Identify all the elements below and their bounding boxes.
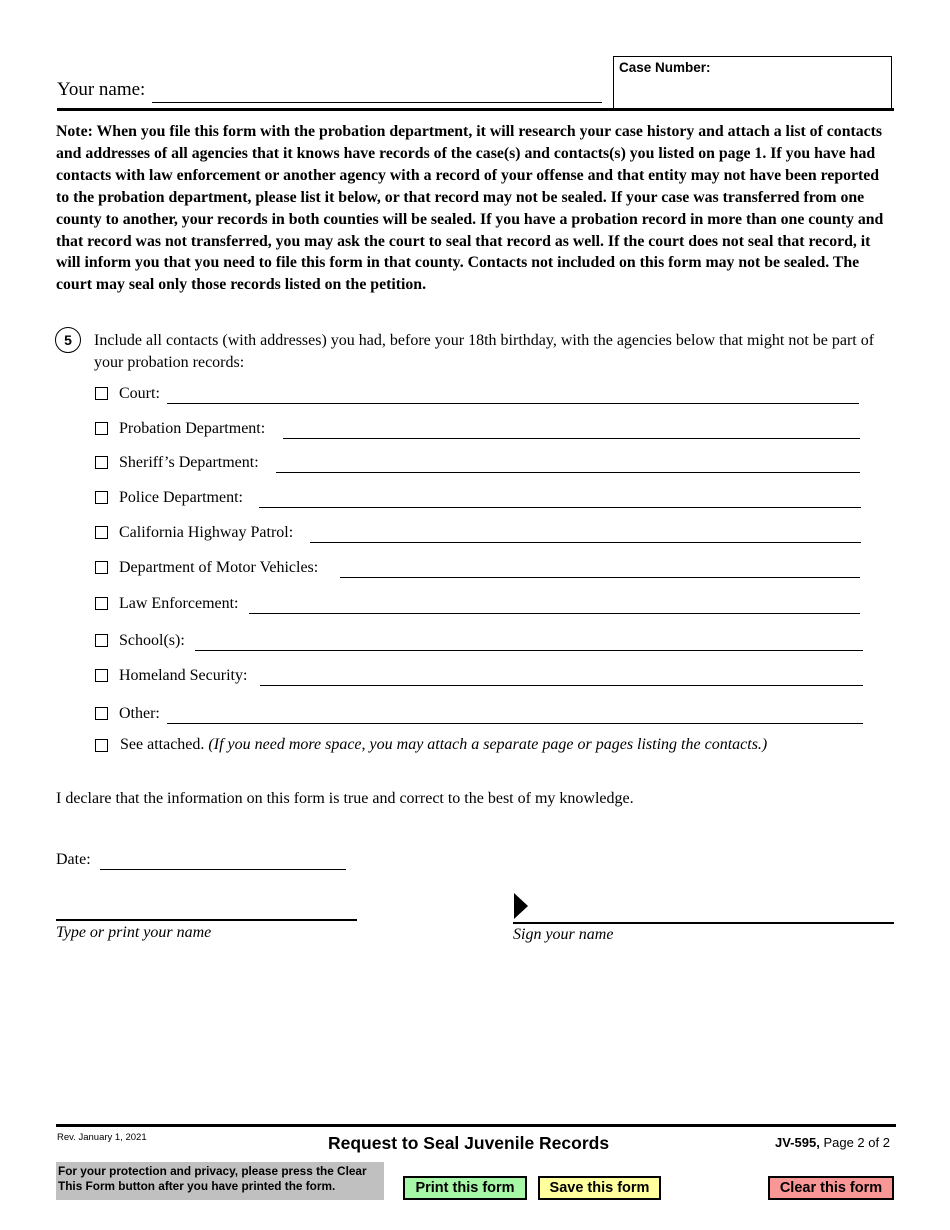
law-enforcement-field[interactable]: [249, 613, 860, 614]
signature-label: Sign your name: [513, 926, 614, 943]
police-department-field[interactable]: [259, 507, 861, 508]
see-attached-checkbox[interactable]: [95, 739, 108, 752]
dmv-field[interactable]: [340, 577, 860, 578]
footer-divider: [56, 1124, 896, 1127]
agency-label: Police Department:: [119, 489, 243, 506]
sheriffs-department-checkbox[interactable]: [95, 456, 108, 469]
agency-label: Probation Department:: [119, 420, 266, 437]
privacy-note: For your protection and privacy, please press the Clear This Form button after you have printed the form.: [56, 1162, 384, 1200]
print-form-button[interactable]: Print this form: [403, 1176, 527, 1200]
agency-label: Homeland Security:: [119, 667, 248, 684]
other-checkbox[interactable]: [95, 707, 108, 720]
schools-checkbox[interactable]: [95, 634, 108, 647]
form-code: JV-595,: [775, 1135, 820, 1150]
header-divider: [57, 108, 894, 111]
clear-form-button[interactable]: Clear this form: [768, 1176, 894, 1200]
agency-label: Department of Motor Vehicles:: [119, 559, 319, 576]
homeland-security-checkbox[interactable]: [95, 669, 108, 682]
item5-instructions: Include all contacts (with addresses) you had, before your 18th birthday, with the agencies below that might not be part of your probation records:: [94, 332, 875, 371]
agency-label: Court:: [119, 385, 160, 402]
california-highway-patrol-checkbox[interactable]: [95, 526, 108, 539]
homeland-security-field[interactable]: [260, 685, 863, 686]
case-number-field[interactable]: [613, 56, 892, 110]
save-form-button[interactable]: Save this form: [538, 1176, 661, 1200]
see-attached-note: (If you need more space, you may attach a separate page or pages listing the contacts.): [208, 736, 768, 753]
declaration-text: I declare that the information on this form is true and correct to the best of my knowledge.: [56, 790, 634, 807]
your-name-label: Your name:: [57, 79, 146, 100]
page-number: Page 2 of 2: [823, 1135, 890, 1150]
dmv-checkbox[interactable]: [95, 561, 108, 574]
date-field[interactable]: [100, 869, 346, 870]
signature-arrow-icon: [514, 893, 528, 919]
your-name-field[interactable]: [152, 102, 602, 103]
item-number-badge: 5: [55, 327, 81, 353]
court-field[interactable]: [167, 403, 859, 404]
court-checkbox[interactable]: [95, 387, 108, 400]
printed-name-label: Type or print your name: [56, 924, 212, 941]
agency-label: California Highway Patrol:: [119, 524, 294, 541]
probation-department-checkbox[interactable]: [95, 422, 108, 435]
revision-date: Rev. January 1, 2021: [57, 1132, 147, 1143]
police-department-checkbox[interactable]: [95, 491, 108, 504]
california-highway-patrol-field[interactable]: [310, 542, 861, 543]
agency-label: Law Enforcement:: [119, 595, 239, 612]
probation-department-field[interactable]: [283, 438, 860, 439]
see-attached-label: See attached.: [120, 736, 205, 753]
note-paragraph: Note: When you file this form with the probation department, it will research your case history and attach a list of contacts and addresses of all agencies that it knows have records of the case(s) and contacts(s) you listed on page 1. If you have had contacts with law enforcement or another agency with a record of your offense and that entity may not have been reported to the probation department, please list it below, or that record may not be sealed. If your case was transferred from one county to another, your records in both counties will be sealed. If you have a probation record in more than one county and that record was not transferred, you may ask the court to seal that record as well. If the court does not seal that record, it will inform you that you need to file this form in that county. Contacts not included on this form may not be sealed. The court may seal only those records listed on the petition.: [56, 123, 884, 294]
sheriffs-department-field[interactable]: [276, 472, 860, 473]
see-attached-text: [120, 736, 767, 754]
date-label: Date:: [56, 851, 91, 868]
form-id: [775, 1135, 890, 1150]
other-field[interactable]: [167, 723, 863, 724]
signature-field[interactable]: [513, 922, 894, 924]
agency-label: School(s):: [119, 632, 185, 649]
form-title: Request to Seal Juvenile Records: [328, 1133, 610, 1153]
agency-label: Sheriff’s Department:: [119, 454, 259, 471]
printed-name-field[interactable]: [56, 919, 357, 921]
agency-label: Other:: [119, 705, 160, 722]
law-enforcement-checkbox[interactable]: [95, 597, 108, 610]
schools-field[interactable]: [195, 650, 863, 651]
case-number-label: Case Number:: [619, 60, 711, 75]
